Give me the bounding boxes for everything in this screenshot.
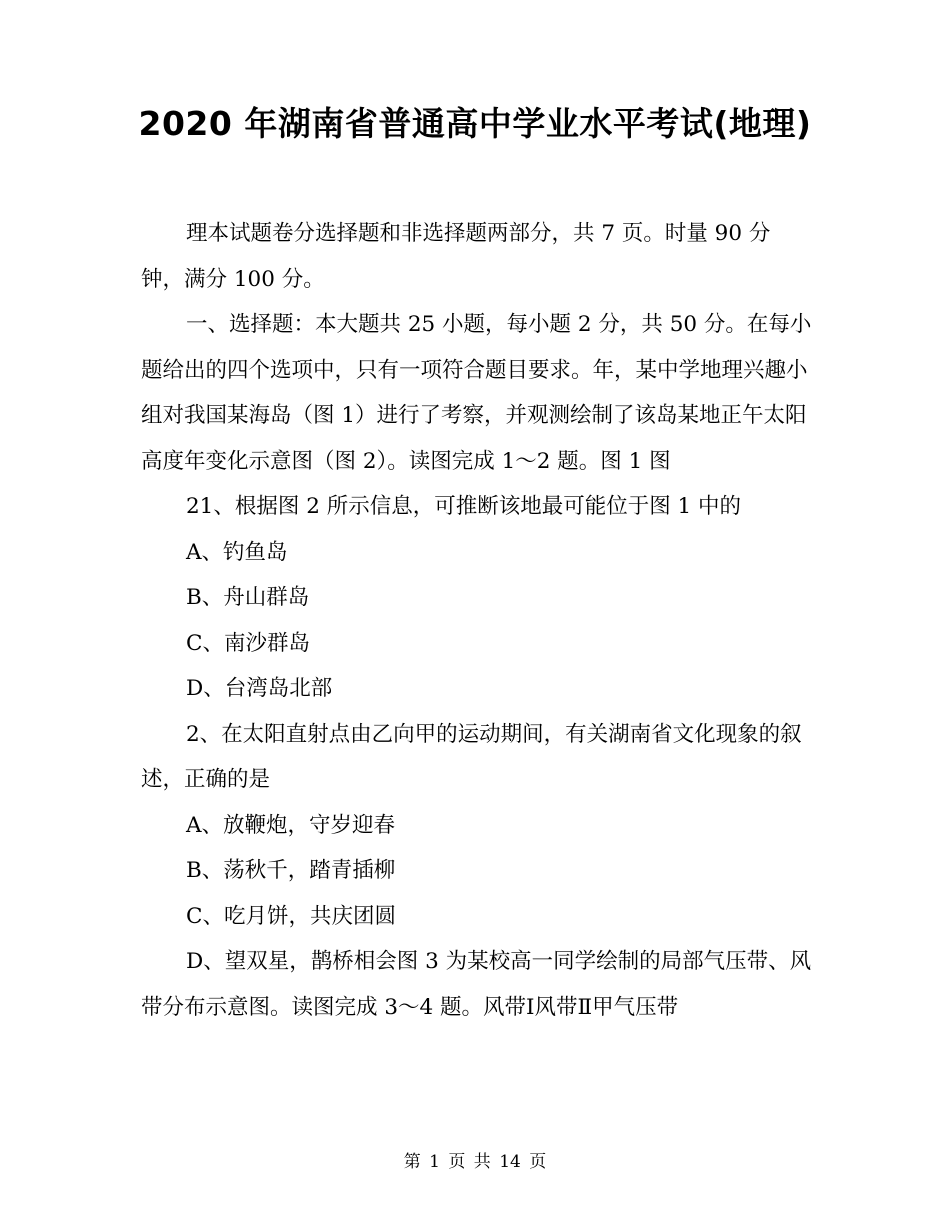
question-2-option-a: A、放鞭炮，守岁迎春	[186, 812, 396, 838]
page-footer: 第 1 页 共 14 页	[403, 1152, 547, 1172]
section-one-paragraph: 一、选择题：本大题共 25 小题，每小题 2 分，共 50 分。在每小题给出的四个选项中，只有一项符合题目要求。年，某中学地理兴趣小组对我国某海岛（图 1）进行了考察，并观测绘制了该岛某地正午太阳高度年变化示意图（图 2）。读图完成 1～2 题。图 1 图	[141, 312, 812, 474]
question-1-option-d: D、台湾岛北部	[186, 676, 333, 701]
question-1-option-a: A、钓鱼岛	[186, 539, 288, 565]
document-title: 2020 年湖南省普通高中学业水平考试(地理)	[138, 104, 812, 143]
question-2-option-d: D、望双星，鹊桥相会图 3 为某校高一同学绘制的局部气压带、风带分布示意图。读图完成 3～4 题。风带Ⅰ风带Ⅱ甲气压带	[141, 949, 812, 1020]
question-1-option-c: C、南沙群岛	[186, 630, 310, 656]
document-body	[141, 211, 813, 1030]
question-1-stem: 21、根据图 2 所示信息，可推断该地最可能位于图 1 中的	[186, 494, 742, 519]
intro-paragraph: 理本试题卷分选择题和非选择题两部分，共 7 页。时量 90 分钟，满分 100 分。	[141, 221, 771, 292]
question-2-option-b: B、荡秋千，踏青插柳	[186, 858, 396, 883]
question-1-option-b: B、舟山群岛	[186, 585, 310, 610]
question-2-stem: 2、在太阳直射点由乙向甲的运动期间，有关湖南省文化现象的叙述，正确的是	[141, 721, 802, 792]
question-2-option-c: C、吃月饼，共庆团圆	[186, 903, 396, 929]
